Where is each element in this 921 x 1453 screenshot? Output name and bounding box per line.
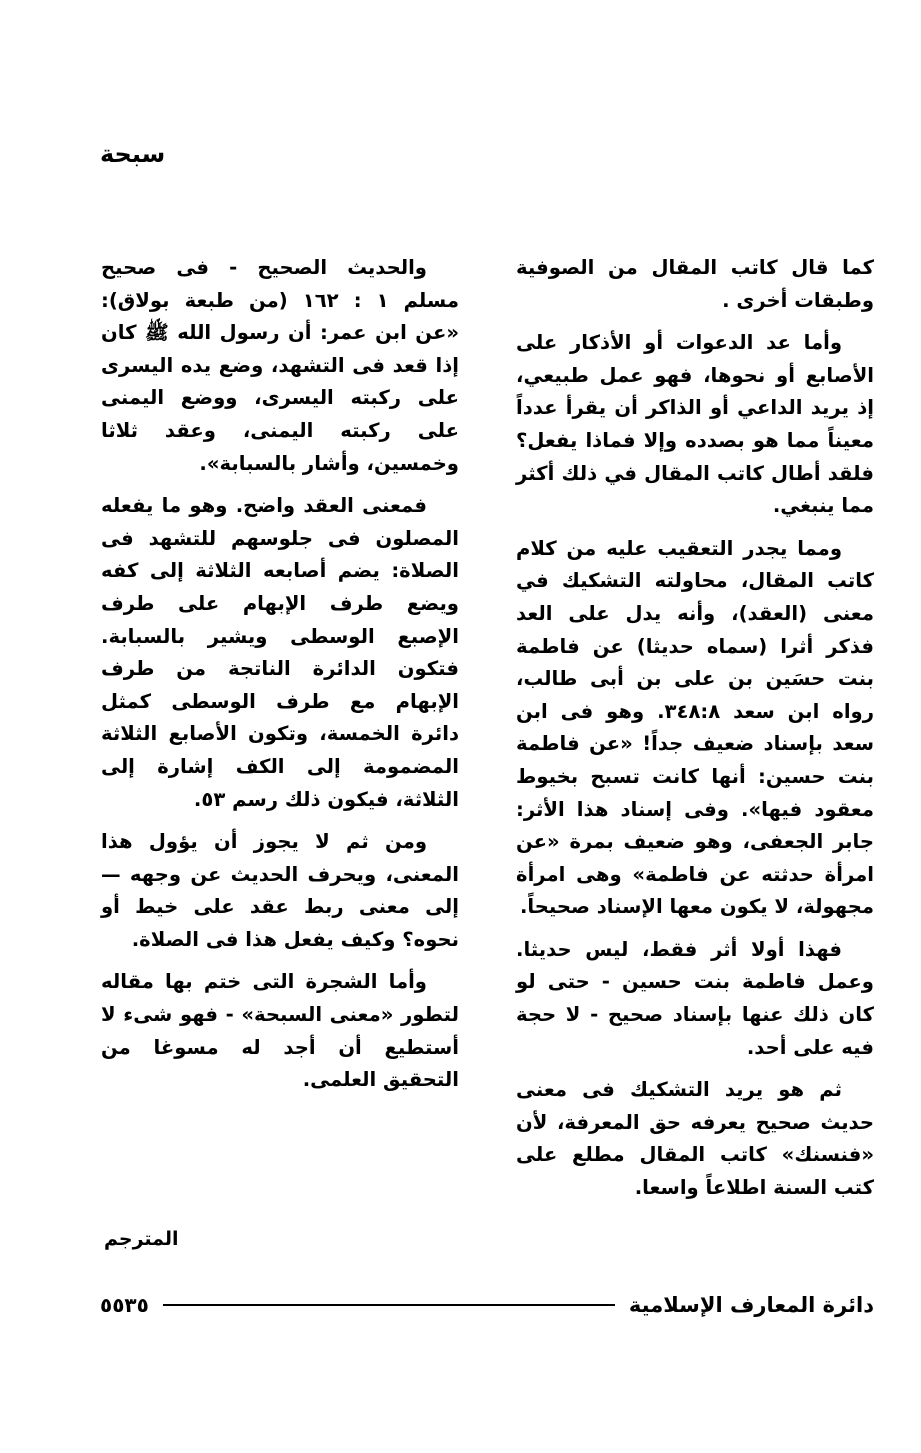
page-header-title: سبحة — [100, 140, 166, 168]
paragraph: كما قال كاتب المقال من الصوفية وطبقات أخرى . — [516, 256, 874, 312]
page-footer — [100, 1290, 874, 1320]
paragraph: ومن ثم لا يجوز أن يؤول هذا المعنى، ويحرف الحديث عن وجهه — إلى معنى ربط عقد على خيط أو نحوه؟ وكيف يفعل هذا فى الصلاة. — [101, 830, 459, 951]
paragraph: فمعنى العقد واضح. وهو ما يفعله المصلون فى جلوسهم للتشهد فى الصلاة: يضم أصابعه الثلاثة إلى كفه ويضع طرف الإبهام على طرف الإصبع الوسطى ويشير بالسبابة. فتكون الدائرة الناتجة من طرف الإبهام مع طرف الوسطى كمثل دائرة الخمسة، وتكون الأصابع الثلاثة المضمومة إلى الكف إشارة إلى الثلاثة، فيكون ذلك رسم ٥٣. — [101, 494, 459, 811]
paragraph: ثم هو يريد التشكيك فى معنى حديث صحيح يعرفه حق المعرفة، لأن «فنسنك» كاتب المقال مطلع على كتب السنة اطلاعاً واسعا. — [516, 1078, 874, 1200]
footer-divider-line — [163, 1304, 615, 1306]
translator-signature: المترجم — [104, 1228, 179, 1250]
paragraph: فهذا أولا أثر فقط، ليس حديثا. وعمل فاطمة بنت حسين - حتى لو كان ذلك عنها بإسناد صحيح - لا حجة فيه على أحد. — [516, 937, 874, 1059]
paragraph: وأما عد الدعوات أو الأذكار على الأصابع أو نحوها، فهو عمل طبيعي، إذ يريد الداعي أو الذاكر أن يقرأ عدداً معيناً مما هو بصدده وإلا فماذا يفعل؟ فلقد أطال كاتب المقال في ذلك أكثر مما ينبغي. — [516, 331, 874, 518]
footer-encyclopedia-title: دائرة المعارف الإسلامية — [628, 1293, 874, 1317]
right-column — [516, 252, 874, 1215]
footer-page-number: ٥٥٣٥ — [100, 1293, 149, 1317]
paragraph: والحديث الصحيح - فى صحيح مسلم ١ : ١٦٢ (من طبعة بولاق): «عن ابن عمر: أن رسول الله ﷺ كان إذا قعد فى التشهد، وضع يده اليسرى على ركبته اليسرى، ووضع اليمنى على ركبته اليمنى، وعقد ثلاثا وخمسين، وأشار بالسبابة». — [101, 256, 459, 475]
left-column — [101, 252, 459, 1107]
paragraph: وأما الشجرة التى ختم بها مقاله لتطور «معنى السبحة» - فهو شىء لا أستطيع أن أجد له مسوغا من التحقيق العلمى. — [101, 970, 459, 1092]
paragraph: ومما يجدر التعقيب عليه من كلام كاتب المقال، محاولته التشكيك في معنى (العقد)، وأنه يدل على العد فذكر أثرا (سماه حديثا) عن فاطمة بنت حسَين بن على بن أبى طالب، رواه ابن سعد ٣٤٨:٨. وهو فى ابن سعد بإسناد ضعيف جداً! «عن فاطمة بنت حسين: أنها كانت تسبح بخيوط معقود فيها». وفى إسناد هذا الأثر: جابر الجعفى، وهو ضعيف بمرة «عن امرأة حدثته عن فاطمة» وهى امرأة مجهولة، لا يكون معها الإسناد صحيحاً. — [516, 536, 874, 919]
